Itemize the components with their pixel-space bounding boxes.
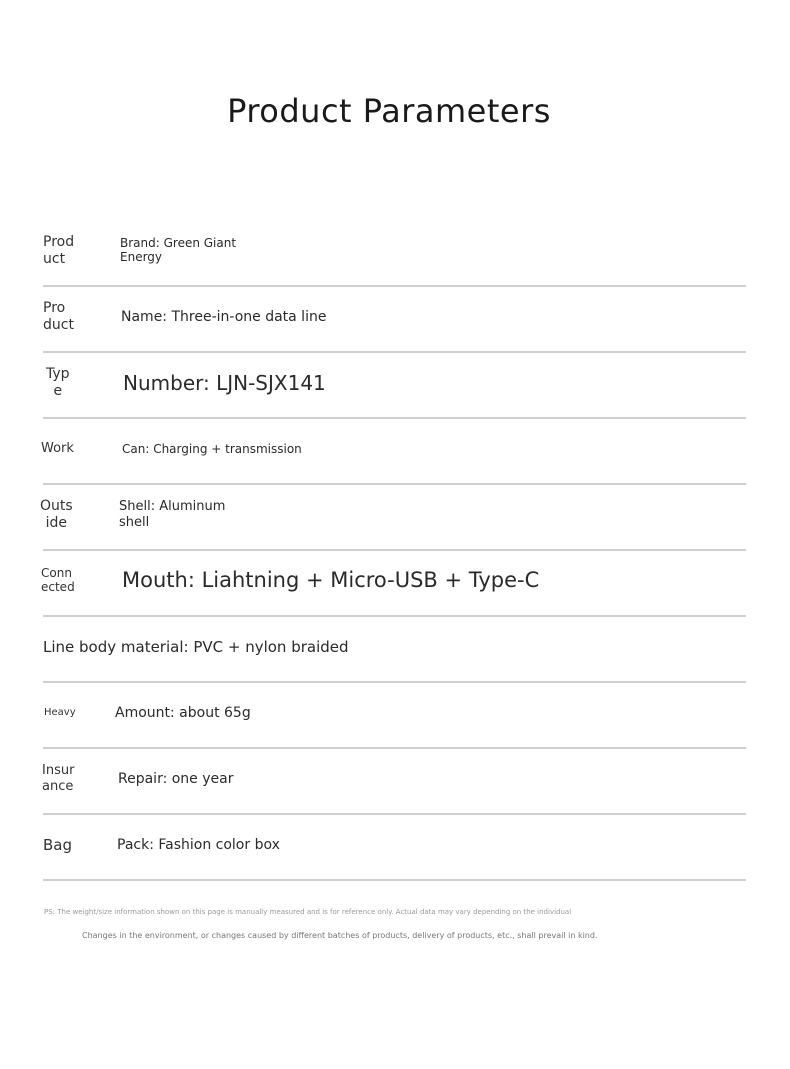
param-label: Typ e: [46, 366, 70, 399]
param-value: Can: Charging + transmission: [122, 441, 302, 456]
param-row-shell: [40, 483, 746, 551]
param-value: Number: LJN-SJX141: [123, 371, 326, 395]
param-row-package: [43, 813, 746, 881]
disclaimer-note: PS: The weight/size information shown on this page is manually measured and is for reference only. Actual data may vary depending on the individual: [44, 908, 572, 916]
disclaimer-note-continued: Changes in the environment, or changes caused by different batches of products, delivery of products, etc., shall prevail in kind.: [82, 931, 598, 940]
param-label: Pro duct: [43, 300, 74, 333]
param-label: Conn ected: [41, 566, 75, 594]
param-value: Line body material: PVC + nylon braided: [43, 638, 349, 656]
param-row-warranty: [43, 747, 746, 815]
param-value: Brand: Green Giant Energy: [120, 236, 237, 264]
param-value: Shell: Aluminum shell: [119, 499, 226, 530]
page-title: Product Parameters: [227, 92, 551, 130]
param-row-material: [43, 615, 746, 683]
param-row-brand: [43, 219, 746, 287]
param-label: Outs ide: [40, 498, 73, 531]
param-value: Amount: about 65g: [115, 704, 251, 721]
param-label: Heavy: [44, 707, 76, 718]
param-row-model: [43, 351, 746, 419]
param-row-name: [43, 285, 746, 353]
param-row-function: [43, 417, 746, 485]
param-label: Bag: [43, 836, 73, 854]
param-value: Pack: Fashion color box: [117, 836, 280, 853]
param-row-connector: [43, 549, 746, 617]
param-label: Work: [41, 441, 74, 457]
param-value: Repair: one year: [118, 770, 234, 787]
param-value: Mouth: Liahtning + Micro-USB + Type-C: [122, 568, 540, 593]
param-label: Prod uct: [43, 234, 75, 267]
param-value: Name: Three-in-one data line: [121, 308, 327, 325]
param-row-weight: [43, 681, 746, 749]
param-label: Insur ance: [42, 763, 75, 794]
